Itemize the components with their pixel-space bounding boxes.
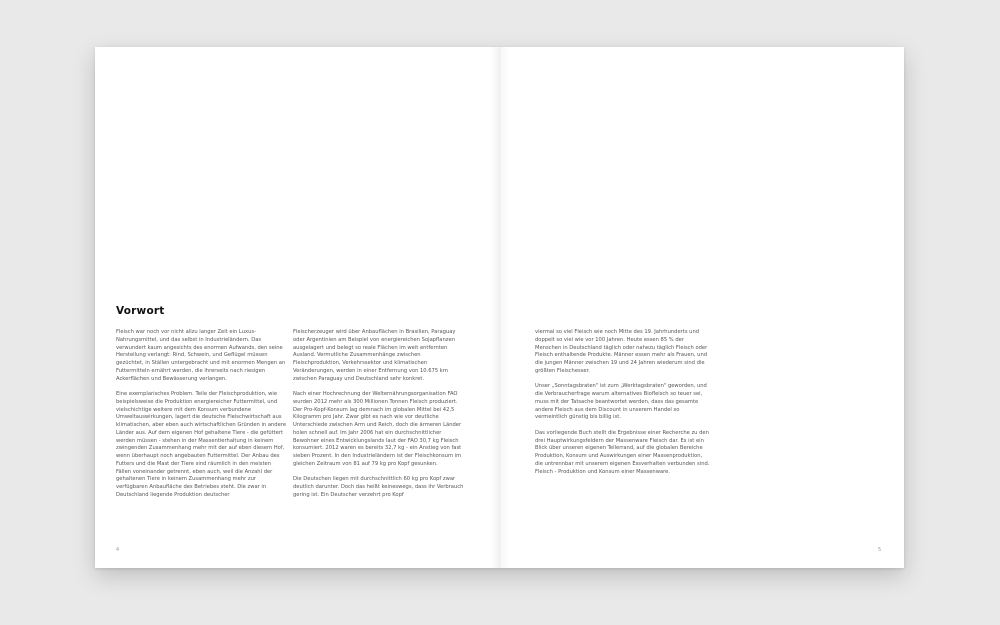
book-spread <box>95 47 904 568</box>
text-column-3 <box>535 329 710 484</box>
right-page <box>500 47 904 568</box>
text-column-2 <box>293 329 464 507</box>
chapter-heading: Vorwort <box>116 305 165 317</box>
paragraph: Fleischerzeuger wird über Anbauflächen in Brasilien, Paraguay oder Argentinien am Beispiel von energiereichen Sojapflanzen ausgelagert und belegt so reale Flächen im weit entfernten Ausland. Vermutliche Zusammenhänge zwischen Fleischproduktion, Verkehrssektor und klimatischen Veränderungen, werden in einer Entfernung von 10.675 km zwischen Paraguay und Deutschland sehr konkret. <box>293 329 456 382</box>
paragraph: Unser „Sonntagsbraten" ist zum „Werktagsbraten" geworden, und die Verbraucherfrage warum alternatives Biofleisch so teuer sei, muss mit der Tatsache beantwortet werden, dass das gesamte andere Fleisch aus dem Discount in unserem Handel so vermeintlich günstig bis billig ist. <box>535 383 707 421</box>
text-column-1 <box>116 329 287 507</box>
paragraph: Eine exemplarisches Problem. Teile der Fleischproduktion, wie beispielsweise die Produktion energiereicher Futtermittel, und vielschichtige weitere mit dem Konsum verbundene Umweltauswirkungen, lagert die deutsche Fleischwirtschaft aus klimatischen, aber eben auch wirtschaftlichen Gründen in andere Länder aus. Auf dem eigenen Hof gehaltene Tiere - die gefüttert werden müssen - stehen in der Massentierhaltung in keinem zwingenden Zusammenhang mehr mit der auf eben diesem Hof, wenn überhaupt noch angebauten Futtermittel. Der Anbau des Futters und die Mast der Tiere sind räumlich in den meisten Fällen voneinander getrennt, eben auch, weil die Anzahl der gehaltenen Tiere in keinem Zusammenhang mehr zur verfügbaren Anbaufläche des Betriebes steht. Die zwar in Deutschland liegende Produktion deutscher <box>116 391 287 498</box>
page-number-right: 5 <box>878 547 882 553</box>
paragraph: viermal so viel Fleisch wie noch Mitte des 19. Jahrhunderts und doppelt so viel wie vor 100 Jahren. Heute essen 85 % der Menschen in Deutschland täglich oder nahezu täglich Fleisch oder Fleisch enthaltende Produkte. Männer essen mehr als Frauen, und die jungen Männer zwischen 19 und 24 Jahren wiederum sind die größten Fleischesser. <box>535 329 708 374</box>
paragraph: Nach einer Hochrechnung der Welternährungsorganisation FAO wurden 2012 mehr als 300 Millionen Tonnen Fleisch produziert. Der Pro-Kopf-Konsum lag demnach im globalen Mittel bei 42,5 Kilogramm pro Jahr. Zwar gibt es nach wie vor deutliche Unterschiede zwischen Arm und Reich, doch die ärmeren Länder holen schnell auf. Im Jahr 2006 hat ein durchschnittlicher Bewohner eines Entwicklungslands laut der FAO 30,7 kg Fleisch konsumiert. 2012 waren es bereits 32,7 kg - ein Anstieg von fast sieben Prozent. In den Industrieländern ist der Fleischkonsum im gleichen Zeitraum von 81 auf 79 kg pro Kopf gesunken. <box>293 391 462 467</box>
left-page <box>95 47 500 568</box>
paragraph: Die Deutschen liegen mit durchschnittlich 60 kg pro Kopf zwar deutlich darunter. Doch das heißt keineswegs, dass ihr Verbrauch gering ist. Ein Deutscher verzehrt pro Kopf <box>293 476 464 498</box>
paragraph: Fleisch war noch vor nicht allzu langer Zeit ein Luxus-Nahrungsmittel, und das selbst in Industrieländern. Das verwundert kaum angesichts des enormen Aufwands, den seine Herstellung verlangt: Rind, Schwein, und Geflügel müssen gezüchtet, in Ställen untergebracht und mit enormen Mengen an Futtermitteln ernährt werden, die ihrerseits nach riesigen Ackerflächen und Bewässerung verlangen. <box>116 329 286 382</box>
paragraph: Das vorliegende Buch stellt die Ergebnisse einer Recherche zu den drei Hauptwirkungsfeldern der Massenware Fleisch dar. Es ist ein Blick über unseren eigenen Tellerrand, auf die globalen Bereiche Produktion, Konsum und Auswirkungen einer Massenproduktion, die untrennbar mit unserem eigenen Essverhalten verbunden sind. Fleisch - Produktion und Konsum einer Massenware. <box>535 429 710 475</box>
page-number-left: 4 <box>116 547 120 553</box>
